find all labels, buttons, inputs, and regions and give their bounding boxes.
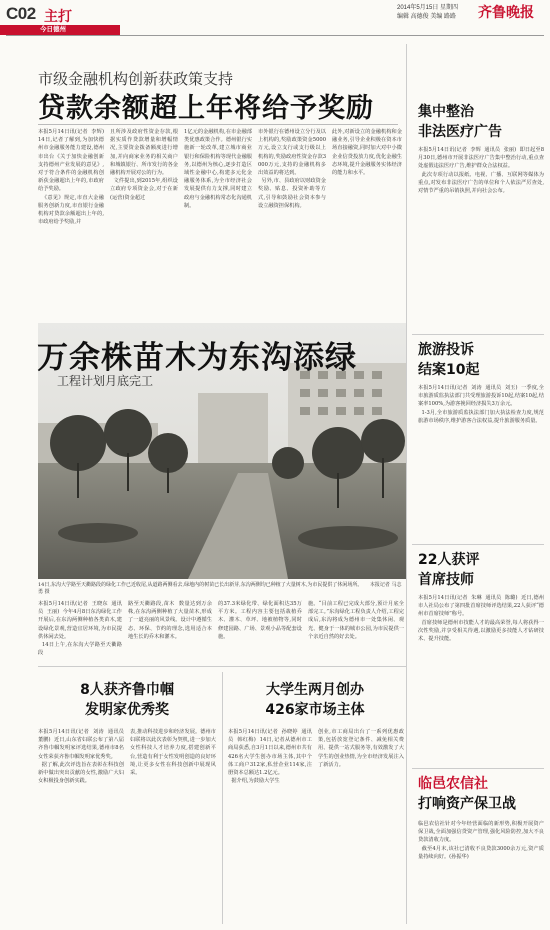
awards-column-1: 本报5月14日讯(记者 刘涛 通讯员 董鹏) 近日,山东省妇联公布了第八届齐鲁巾帼发明家评选结果,德州市8名女性荣获齐鲁巾帼发明家优秀奖。 据了解,此次评选旨在表彰在科技创新中做出突出贡献的女性,激励广大妇女积极投身创新实践。 — [38, 729, 124, 785]
issue-date: 2014年5月15日 星期四 — [397, 5, 459, 11]
sidebar-headline-1-line1: 集中整治 — [418, 104, 474, 120]
page-header — [0, 0, 550, 34]
students-headline-line2: 426家市场主体 — [265, 702, 365, 718]
lead-column-3: 1亿元的金融机构,在市金融部类优惠政策合作。德州银行实施新一轮改革,建立城市商业银行和保险机构等现代金融服务,以德州为核心,逐步打造区域性金融中心,构建多元化金融服务体系,为全市经济社会发展提供有力支撑,同时建立政府与金融机构常态化沟通机制。 — [184, 129, 252, 209]
sidebar-headline-2 — [418, 340, 479, 380]
masthead-logo: 齐鲁晚报 — [478, 5, 534, 21]
lead-divider — [38, 124, 398, 125]
awards-headline-line2: 发明家优秀奖 — [85, 702, 169, 718]
lead-column-1: 本报5月14日讯(记者 李辉) 14日,记者了解到,为加快德州市金融服务能力建设,德州市出台《关于加快金融创新支持德州产业发展的意见》,对于符合条件的金融机构创新获金融超出上年的,市政府给予奖励。 《意见》规定,市直大金融服务创新力度,市直银行金融机构对贷款余额超出上年的,市政府给予奖励,并 — [38, 129, 104, 226]
feature-column-1: 本报5月14日讯(记者 王晓东 通讯员 王丽) 今年4月8日东沟绿化工作开展后,在东沟两侧种植各类苗木,建设绿化景观,营造宜居环境,为市民提供休闲去处。 14日上午,在东沟大学路至天衢路段 — [38, 601, 122, 657]
sidebar-headline-2-line2: 结案10起 — [418, 362, 480, 378]
section-sub-label: 今日德州 — [40, 26, 66, 33]
awards-column-2: 表,推动科技进步和经济发展。德州市妇联将以此次表彰为契机,进一步加大女性科技人才培养力度,搭建创新平台,营造有利于女性发明创造的良好环境,让更多女性在科技创新中展现风采。 — [130, 729, 216, 777]
sidebar-rule-3 — [412, 768, 544, 769]
photo-caption-text: 14日,东沟大学路至天衢路段的绿化工作已近收尾,从道路两侧看去,绿地内的树苗已长出新芽,东沟两侧均已种植了大量树木,为市民提供了休闲场所。 — [38, 582, 363, 588]
photo-caption — [38, 582, 406, 596]
sidebar-headline-1 — [418, 102, 502, 142]
lead-column-4: 市外银行在德州设立分行及以上机构的,奖励政策资金5000万元,设立支行或支行级以上机构的,奖励政府性资金存款3000万元,支持的金融机构多出效益的将达到。 另外,市、县政府以财政资金奖励、贴息、投资补助等方式,引导和鼓励社会资本参与设立融资担保机构。 — [258, 129, 326, 209]
section-number: C02 — [6, 4, 36, 23]
feature-column-4: 施。“目前工程已完成大部分,预计月底全部完工。”东沟绿化工程负责人介绍,工程完成后,东沟将成为德州市一处集休闲、观光、健身于一体的城市公园,为市民提供一个亲近自然的好去处。 — [308, 601, 404, 640]
sidebar-body-1: 本报5月14日讯(记者 李辉 通讯员 张丽) 即日起至8月30日,德州市开展非法医疗广告集中整治行动,重点查处虚假违法医疗广告,维护群众合法权益。 此次专项行动以报纸、电视、广播、互联网等媒体为重点,对发布非法医疗广告的单位和个人依法严厉查处,对情节严重的吊销执照,并向社会公布。 — [418, 147, 544, 195]
students-headline-line1: 大学生两月创办 — [266, 682, 364, 698]
lead-column-5: 此外,对新设立的金融机构和金融业务,引导企业积极在资本市场直接融资,同时加大对中小微企业信贷投放力度,优化金融生态环境,提升金融服务实体经济的能力和水平。 — [332, 129, 402, 177]
feature-column-3: 的37.3米绿化带、绿化面积达35万平方米。工程内容主要包括栽植乔木、灌木、草坪、地被植物等,同时修建园路、广场、景观小品等配套设施。 — [218, 601, 302, 640]
sidebar-body-3: 本报5月14日讯(记者 朱琳 通讯员 陈璐) 近日,德州市人社局公布了第四批首席技师评选结果,22人获评“德州市首席技师”称号。 首席技师是德州市技能人才的最高荣誉,每人将获得一次性奖励,并享受相关待遇,以激励更多技能人才钻研技术、提升技能。 — [418, 595, 544, 643]
feature-subheadline: 工程计划月底完工 — [57, 374, 154, 388]
feature-headline: 万余株苗木为东沟添绿 — [37, 340, 357, 376]
sidebar-headline-4 — [418, 774, 516, 814]
feature-column-2: 路至天衢路段,苗木 数量达到万余株,在东沟两侧种植了大量苗木,形成了一道亮丽的风景线。设计中遵循生态、环保、节约的理念,选用适合本地生长的乔木和灌木。 — [128, 601, 212, 640]
section-divider — [38, 666, 406, 667]
sidebar-headline-3-line1: 22人获评 — [418, 552, 480, 568]
sidebar-rule-2 — [412, 544, 544, 545]
students-column-1: 本报5月14日讯(记者 孙晓婷 通讯员 韩红梅) 14日,记者从德州市工商局获悉,自3月1日以来,德州市共有426名大学生创办市场主体,其中个体工商户312家,私营企业114家,注册资本总额达1.2亿元。 据介绍,为鼓励大学生 — [228, 729, 312, 785]
sidebar-rule-1 — [412, 334, 544, 335]
sidebar-divider — [406, 44, 407, 924]
sidebar-body-2: 本报5月14日讯(记者 刘涛 通讯员 刘玉) 一季度,全市旅游质监执法部门共受理旅游投诉10起,结案10起,结案率100%,为游客挽回经济损失3万余元。 1-3月,全市旅游质监执法部门加大执法检查力度,规范旅游市场秩序,维护游客合法权益,提升旅游服务质量。 — [418, 385, 544, 424]
issue-info — [397, 4, 458, 22]
issue-editors: 编辑 高德俊 美编 路路 — [397, 14, 457, 20]
sidebar-headline-4-line1: 临邑农信社 — [418, 776, 488, 792]
lead-column-2: 且所涉及政府性资金存款,根据实质作贷款增量和增幅情况,主要资金拨备额度进行增加,并向商家业务的相关商户和城镇银行、所市发行的各金融机构开展对公的行为。 文件提出,到2015年,组织设立政府专项资金会,对于在新(运营)资金超过 — [110, 129, 178, 201]
sidebar-headline-4-line2: 打响资产保卫战 — [418, 796, 516, 812]
bottom-column-divider — [222, 672, 223, 924]
header-divider — [6, 35, 544, 36]
lead-kicker: 市级金融机构创新获政策支持 — [38, 70, 234, 88]
photo-credit: 本报记者 马志勇 摄 — [38, 582, 402, 595]
sidebar-body-4: 临邑农信社针对今年经营面临的新形势,积极开展资产保卫战,全面加强信贷资产管理,强化风险防控,加大不良贷款清收力度。 截至4月末,该社已清收不良贷款3000余万元,资产质量持续向好。(孙振华) — [418, 821, 544, 860]
sidebar-headline-2-line1: 旅游投诉 — [418, 342, 474, 358]
sidebar-headline-1-line2: 非法医疗广告 — [418, 124, 502, 140]
sidebar-headline-3 — [418, 550, 479, 590]
awards-headline-line1: 8人获齐鲁巾帼 — [80, 682, 174, 698]
section-name: 主打 — [44, 8, 72, 24]
awards-headline — [38, 680, 216, 720]
sidebar-headline-3-line2: 首席技师 — [418, 572, 474, 588]
students-headline — [226, 680, 404, 720]
section-sub-bar — [0, 25, 120, 35]
students-column-2: 创业,市工商局出台了一系列优惠政策,包括放宽登记条件、减免相关费用、提供一站式服务等,有效激发了大学生的创业热情,为全市经济发展注入了新活力。 — [318, 729, 404, 768]
lead-headline: 贷款余额超上年将给予奖励 — [38, 93, 374, 124]
